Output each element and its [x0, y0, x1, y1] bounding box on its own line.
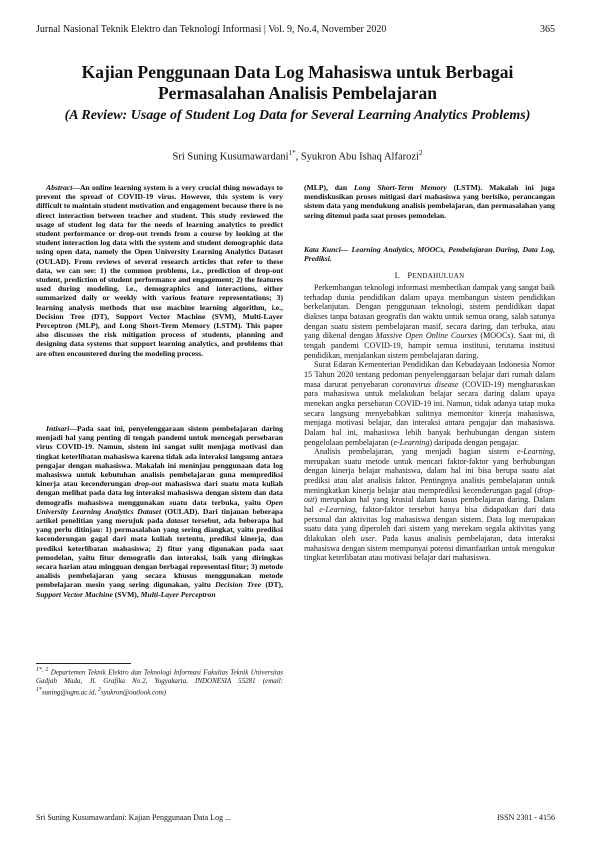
email-link[interactable]: suning@ugm.ac.id, [41, 688, 99, 697]
body-paragraph: Perkembangan teknologi informasi memberikan dampak yang sangat baik terhadap dunia pendidikan dalam upaya membangun sistem pendidikan berkelanjutan. Dengan penggunaan teknologi, sistem pendidikan dapat diakses tanpa batasan geografis dan waktu untuk semua orang, salah satunya dengan suatu sistem pembelajaran masif, secara daring, dan terbuka, atau yang dikenal dengan Massive Open Online Courses (MOOCs). Saat ini, di tengah pandemi COVID-19, hampir semua institusi, terutama institusi pendidikan, menjalankan sistem pembelajaran daring. [304, 283, 556, 360]
intisari [36, 424, 283, 599]
abstract [36, 183, 283, 358]
intisari-term: dataset [166, 516, 189, 526]
footer-issn: ISSN 2301 - 4156 [496, 813, 555, 822]
author-name: Sri Suning Kusumawardani [172, 151, 289, 163]
author-affiliation-mark: 2 [418, 149, 423, 157]
footer-running-title: Sri Suning Kusumawardani: Kajian Penggunaan Data Log ... [36, 813, 232, 822]
intisari-text: (SVM), [112, 589, 141, 599]
intisari-text: mahasiswa dari suatu mata kuliah dengan melihat pada data log interaksi mahasiswa dengan sistem dan data demografis mahasiswa menggunakan suatu data terbuka, yaitu [36, 479, 283, 507]
section-title-initial: P [407, 270, 413, 280]
intisari-text: (OULAD). Dari tinjauan beberapa artikel penelitian yang merujuk pada [36, 506, 284, 526]
keywords-text: — Learning Analytics, MOOCs, Pembelajaran Daring, Data Log, Prediksi. [304, 245, 555, 264]
keywords [304, 245, 555, 263]
intisari-term: Support Vector Machine [36, 589, 113, 599]
intisari-term: drop-out [134, 479, 162, 489]
abstract-text: —An online learning system is a very crucial thing nowadays to prevent the spread of COVID-19 virus. However, this system is very difficult to maintain student motivation and engagement because there is no direct interaction between teacher and student. This study reviewed the usage of student log data for the needs of learning analytics to predict student performance or drop-out trends from a course by looking at the student interaction log data with the system and student demographic data using open data, namely the Open University Learning Analytics Dataset (OULAD). From reviews of several research articles that refer to these data, we can see: 1) the common problems, i.e., prediction of drop-out student, prediction of student performance and engagement; 2) the features used during modeling, i.e., demographics and interactions, either summarized daily or weekly with various feature representations; 3) learning analysis methods that use machine learning algorithm, i.e., Decision Tree (DT), Support Vector Machine (SVM), Multi-Layer Perceptron (MLP), and Long Short-Term Memory (LSTM). This paper also discusses the risk mitigation process of students, planning and designing data systems that support learning analytics, and problems that are often encountered during the modeling process. [36, 183, 283, 358]
intisari-term: Multi-Layer Perceptron [140, 589, 216, 599]
author-list [40, 149, 555, 163]
intisari-term: Open University Learning Analytics Dataset [36, 497, 283, 516]
email-mark: 2 [98, 687, 101, 694]
intisari-term: Decision Tree [215, 580, 262, 590]
paper-title: Kajian Penggunaan Data Log Mahasiswa untuk Berbagai Permasalahan Analisis Pembelajaran [81, 62, 514, 103]
section-title-rest: ENDAHULUAN [412, 272, 465, 280]
email-link[interactable]: syukron@outlook.com) [100, 688, 167, 697]
intisari-text: (MLP), dan [304, 183, 354, 192]
paper-subtitle: (A Review: Usage of Student Log Data for Several Learning Analytics Problems) [64, 108, 531, 123]
intisari-text: (LSTM). Makalah ini juga mendiskusikan proses mitigasi dari mahasiswa yang berisiko, perancangan sistem data yang mendukung analisis pembelajaran, dan permasalahan yang sering ditemui pada saat proses pemodelan. [304, 183, 555, 220]
page-number: 365 [540, 24, 555, 35]
journal-header: Jurnal Nasional Teknik Elektro dan Teknologi Informasi | Vol. 9, No.4, November 2020 [36, 24, 387, 35]
abstract-label: Abstract [46, 183, 73, 192]
intisari-label: Intisari [46, 424, 70, 433]
section-heading [304, 270, 555, 280]
footnote-mark: 1*, 2 [36, 667, 49, 673]
author-name: Syukron Abu Ishaq Alfarozi [300, 151, 419, 163]
footnote-text: Departemen Teknik Elektro dan Teknologi Informasi Fakultas Teknik Universitas Gadjah Mada, Jl. Grafika No.2, Yogyakarta, INDONESIA 55281 (email: [36, 668, 284, 686]
section-number: I. [394, 270, 401, 280]
intisari-text: tersebut, ada beberapa hal yang perlu ditinjau: 1) permasalahan yang sering diangkat, yaitu prediksi kecenderungan gagal dari mata kuliah tertentu, prediksi kinerja, dan prediksi keterlibatan mahasiswa; 2) fitur yang digunakan pada saat pemodelan, yaitu fitur demografis dan interaksi, baik yang diringkas secara harian atau mingguan dengan berbagai representasi fitur; 3) metode analisis pembelajaran yang secara khusus menggunakan metode pembelajaran mesin yang sering digunakan, yaitu [36, 516, 283, 590]
intisari-text: (DT), [261, 580, 283, 590]
intisari-continued [304, 183, 555, 220]
author-affiliation-mark: 1* [288, 149, 296, 157]
body-paragraph: Surat Edaran Kementerian Pendidikan dan Kebudayaan Indonesia Nomor 15 Tahun 2020 tentang pedoman penyelenggaraan belajar dari rumah dalam masa darurat penyebaran coronavirus disease (COVID-19) mengharuskan para mahasiswa untuk melakukan belajar secara daring dalam upaya menekan angka persebaran COVID-19 ini. Namun, tidak adanya tatap muka secara langsung menyebabkan sulitnya memonitor kinerja mahasiswa, menjaga motivasi belajar, dan interaksi antara pengajar dan mahasiswa. Dalam hal ini, mahasiswa lebih banyak berhubungan dengan sistem pengelolaan pembelajaran (e-Learning) daripada dengan pengajar. [304, 360, 556, 447]
keywords-label: Kata Kunci [304, 245, 341, 254]
footnote-rule [36, 663, 131, 664]
footnote [36, 666, 283, 698]
introduction-body [304, 283, 555, 563]
intisari-text: —Pada saat ini, penyelenggaraan sistem pembelajaran daring menjadi hal yang penting di tengah pandemi untuk mencegah persebaran virus COVID-19. Namun, sistem ini sangat sulit menjaga motivasi dan tingkat keterlibatan mahasiswa karena tidak ada interaksi langsung antara pengajar dengan mahasiswa. Makalah ini meninjau penggunaan data log mahasiswa untuk kebutuhan analisis pembelajaran guna memprediksi kinerja atau kecenderungan [36, 424, 283, 489]
body-paragraph: Analisis pembelajaran, yang menjadi bagian sistem e-Learning, merupakan suatu metode untuk mencari faktor-faktor yang berhubungan dengan kinerja belajar mahasiswa, dalam hal ini bisa berupa suatu alat prediksi atau alat analisis faktor. Pentingnya analisis pembelajaran untuk meningkatkan kinerja belajar atau memprediksi kecenderungan gagal (drop-out) merupakan hal yang krusial dalam kasus pembelajaran daring. Dalam hal e-Learning, faktor-faktor tersebut hanya bisa didapatkan dari data personal dan aktivitas log mahasiswa dengan sistem. Data log merupakan suatu data yang diperoleh dari sistem yang merekam segala aktivitas yang dilakukan oleh user. Pada kasus analisis pembelajaran, data interaksi mahasiswa dengan sistem mempunyai potensi dimanfaatkan untuk mengukur tingkat keterlibatan atau motivasi belajar dari mahasiswa. [304, 447, 555, 563]
author-separator: , [295, 151, 301, 163]
intisari-term: Long Short-Term Memory [353, 183, 447, 192]
email-mark: 1* [36, 687, 42, 694]
